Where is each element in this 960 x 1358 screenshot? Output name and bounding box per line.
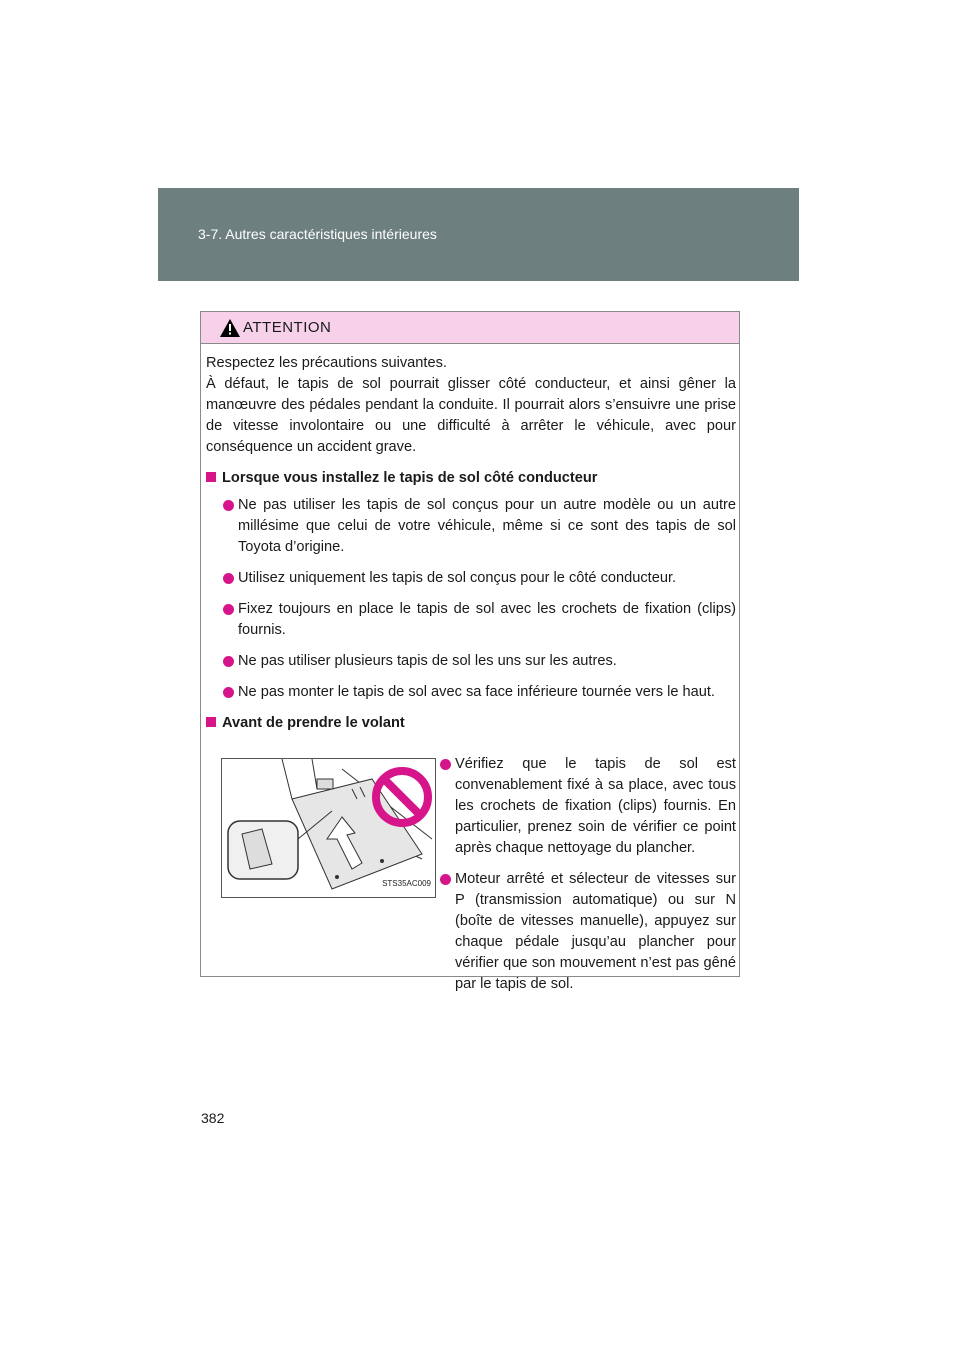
- list-item: Ne pas utiliser les tapis de sol conçus pour un autre modèle ou un autre millésime que celui de votre véhicule, même si ce sont des tapis de sol Toyota d’origine.: [206, 495, 736, 558]
- section-heading: Lorsque vous installez le tapis de sol côté conducteur: [206, 468, 736, 489]
- list-item: Utilisez uniquement les tapis de sol conçus pour le côté conducteur.: [206, 568, 736, 589]
- list-item: Moteur arrêté et sélecteur de vitesses sur P (transmission automatique) ou sur N (boîte de vitesses manuelle), appuyez sur chaque pédale jusqu’au plancher pour vérifier que son mouvement n’est pas gêné par le tapis de sol.: [437, 869, 736, 995]
- section-heading: Avant de prendre le volant: [206, 713, 736, 734]
- round-bullet-icon: [440, 874, 451, 885]
- section1-list: [206, 495, 736, 703]
- round-bullet-icon: [223, 573, 234, 584]
- warning-box: [200, 311, 740, 992]
- warning-triangle-icon: [220, 319, 240, 337]
- chapter-title: 3-7. Autres caractéristiques intérieures: [198, 226, 437, 242]
- list-item: Ne pas monter le tapis de sol avec sa face inférieure tournée vers le haut.: [206, 682, 736, 703]
- list-item: Ne pas utiliser plusieurs tapis de sol les uns sur les autres.: [206, 651, 736, 672]
- square-bullet-icon: [206, 472, 216, 482]
- warning-title: ATTENTION: [243, 319, 332, 336]
- page-number: 382: [201, 1110, 225, 1126]
- round-bullet-icon: [223, 687, 234, 698]
- square-bullet-icon: [206, 717, 216, 727]
- figure-code: STS35AC009: [382, 879, 431, 888]
- section2-list: [437, 754, 736, 1005]
- warning-content: [206, 353, 736, 1040]
- chapter-header: [158, 188, 799, 281]
- round-bullet-icon: [223, 604, 234, 615]
- warning-intro: Respectez les précautions suivantes. À défaut, le tapis de sol pourrait glisser côté conducteur, et ainsi gêner la manœuvre des pédales pendant la conduite. Il pourrait alors s’ensuivre une prise de vitesse involontaire ou une difficulté à arrêter le véhicule, avec pour conséquence un accident grave.: [206, 355, 736, 455]
- floor-mat-illustration: [221, 758, 436, 898]
- round-bullet-icon: [223, 500, 234, 511]
- figure-row: [206, 740, 736, 1040]
- warning-header: [201, 312, 739, 344]
- round-bullet-icon: [440, 759, 451, 770]
- list-item: Fixez toujours en place le tapis de sol avec les crochets de fixation (clips) fournis.: [206, 599, 736, 641]
- round-bullet-icon: [223, 656, 234, 667]
- list-item: Vérifiez que le tapis de sol est convenablement fixé à sa place, avec tous les crochets de fixation (clips) fournis. En particulier, prenez soin de vérifier ce point après chaque nettoyage du plancher.: [437, 754, 736, 859]
